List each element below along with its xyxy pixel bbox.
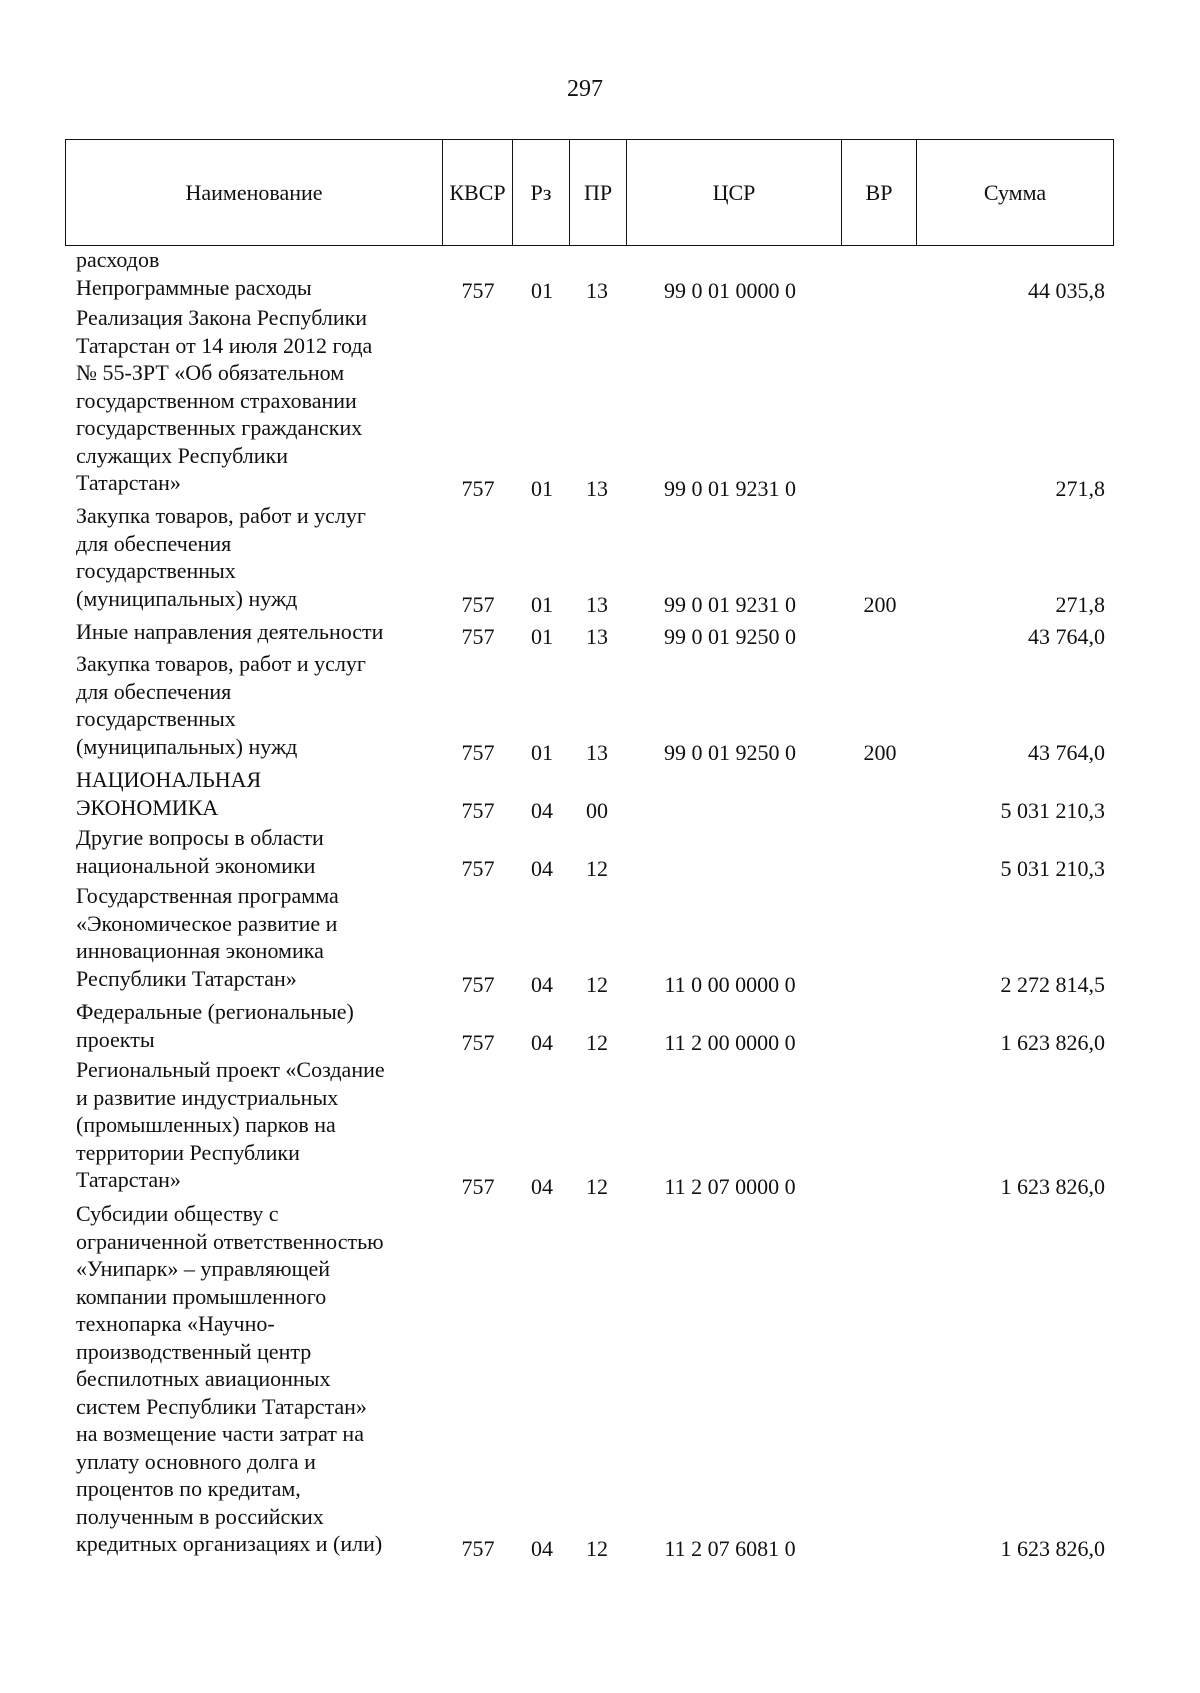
row-pr: 13 — [586, 623, 608, 649]
row-name: Другие вопросы в области национальной экономики — [76, 825, 324, 878]
header-rz: Рз — [512, 140, 569, 245]
row-vr: 200 — [863, 591, 897, 617]
row-kvsr: 757 — [461, 1029, 495, 1055]
row-csr: 99 0 01 9250 0 — [664, 623, 796, 649]
row-name: Региональный проект «Создание и развитие индустриальных (промышленных) парков на территории Республики Татарстан» — [76, 1057, 385, 1192]
row-csr: 11 2 00 0000 0 — [664, 1029, 796, 1055]
header-name: Наименование — [185, 179, 323, 205]
table-row — [0, 502, 1200, 618]
table-row — [0, 304, 1200, 502]
row-name: Непрограммные расходы — [76, 275, 312, 300]
row-sum: 1 623 826,0 — [1000, 1029, 1105, 1055]
row-rz: 04 — [531, 1029, 553, 1055]
row-csr: 11 0 00 0000 0 — [664, 971, 796, 997]
table-row — [0, 274, 1200, 304]
row-csr: 11 2 07 0000 0 — [664, 1173, 796, 1199]
table-row — [0, 246, 1200, 274]
row-pr: 13 — [586, 591, 608, 617]
row-sum: 44 035,8 — [1028, 277, 1105, 303]
table-row — [0, 1056, 1200, 1200]
row-csr: 11 2 07 6081 0 — [664, 1535, 796, 1561]
row-vr: 200 — [863, 739, 897, 765]
header-kvsr: КВСР — [442, 140, 512, 245]
table-row — [0, 618, 1200, 650]
row-sum: 271,8 — [1055, 591, 1105, 617]
row-sum: 1 623 826,0 — [1000, 1535, 1105, 1561]
row-kvsr: 757 — [461, 475, 495, 501]
row-kvsr: 757 — [461, 739, 495, 765]
row-kvsr: 757 — [461, 1173, 495, 1199]
row-kvsr: 757 — [461, 855, 495, 881]
row-sum: 2 272 814,5 — [1000, 971, 1105, 997]
table-row — [0, 824, 1200, 882]
row-pr: 12 — [586, 855, 608, 881]
row-kvsr: 757 — [461, 797, 495, 823]
row-name: НАЦИОНАЛЬНАЯ ЭКОНОМИКА — [76, 767, 262, 820]
row-name: Субсидии обществу с ограниченной ответственностью «Унипарк» – управляющей компании промышленного технопарка «Научно- производственный центр беспилотных авиационных систем Республики Татарстан» на возмещение части затрат на уплату основного долга и процентов по кредитам, полученным в российских кредитных организациях и (или) — [76, 1201, 384, 1556]
row-pr: 13 — [586, 277, 608, 303]
table-body — [0, 246, 1200, 1562]
row-kvsr: 757 — [461, 277, 495, 303]
row-pr: 12 — [586, 1535, 608, 1561]
row-csr: 99 0 01 0000 0 — [664, 277, 796, 303]
row-name: Реализация Закона Республики Татарстан от 14 июля 2012 года № 55-ЗРТ «Об обязательном государственном страховании государственных гражданских служащих Республики Татарстан» — [76, 305, 373, 495]
row-rz: 04 — [531, 971, 553, 997]
row-kvsr: 757 — [461, 971, 495, 997]
row-rz: 04 — [531, 855, 553, 881]
row-rz: 01 — [531, 475, 553, 501]
row-kvsr: 757 — [461, 591, 495, 617]
row-rz: 04 — [531, 1173, 553, 1199]
row-pr: 12 — [586, 1173, 608, 1199]
row-csr: 99 0 01 9250 0 — [664, 739, 796, 765]
table-row — [0, 650, 1200, 766]
row-rz: 04 — [531, 797, 553, 823]
row-name: Федеральные (региональные) проекты — [76, 999, 354, 1052]
header-pr: ПР — [569, 140, 626, 245]
row-pr: 13 — [586, 475, 608, 501]
row-pr: 12 — [586, 971, 608, 997]
table-row — [0, 766, 1200, 824]
row-kvsr: 757 — [461, 623, 495, 649]
header-vr: ВР — [841, 140, 916, 245]
row-name: расходов — [76, 247, 160, 272]
row-sum: 5 031 210,3 — [1000, 855, 1105, 881]
row-rz: 01 — [531, 623, 553, 649]
table-header — [65, 139, 1114, 246]
page-number: 297 — [567, 76, 603, 102]
table-row — [0, 882, 1200, 998]
row-pr: 13 — [586, 739, 608, 765]
row-csr: 99 0 01 9231 0 — [664, 475, 796, 501]
row-sum: 1 623 826,0 — [1000, 1173, 1105, 1199]
row-rz: 01 — [531, 739, 553, 765]
header-csr: ЦСР — [626, 140, 841, 245]
table-row — [0, 1200, 1200, 1562]
row-name: Иные направления деятельности — [76, 619, 384, 644]
row-pr: 00 — [586, 797, 608, 823]
row-csr: 99 0 01 9231 0 — [664, 591, 796, 617]
row-rz: 01 — [531, 277, 553, 303]
table-row — [0, 998, 1200, 1056]
row-sum: 43 764,0 — [1028, 739, 1105, 765]
row-sum: 43 764,0 — [1028, 623, 1105, 649]
row-pr: 12 — [586, 1029, 608, 1055]
row-name: Закупка товаров, работ и услуг для обеспечения государственных (муниципальных) нужд — [76, 651, 366, 759]
row-sum: 5 031 210,3 — [1000, 797, 1105, 823]
row-kvsr: 757 — [461, 1535, 495, 1561]
row-sum: 271,8 — [1055, 475, 1105, 501]
header-sum: Сумма — [916, 140, 1113, 245]
row-rz: 01 — [531, 591, 553, 617]
row-rz: 04 — [531, 1535, 553, 1561]
row-name: Закупка товаров, работ и услуг для обеспечения государственных (муниципальных) нужд — [76, 503, 366, 611]
row-name: Государственная программа «Экономическое развитие и инновационная экономика Республики Татарстан» — [76, 883, 339, 991]
